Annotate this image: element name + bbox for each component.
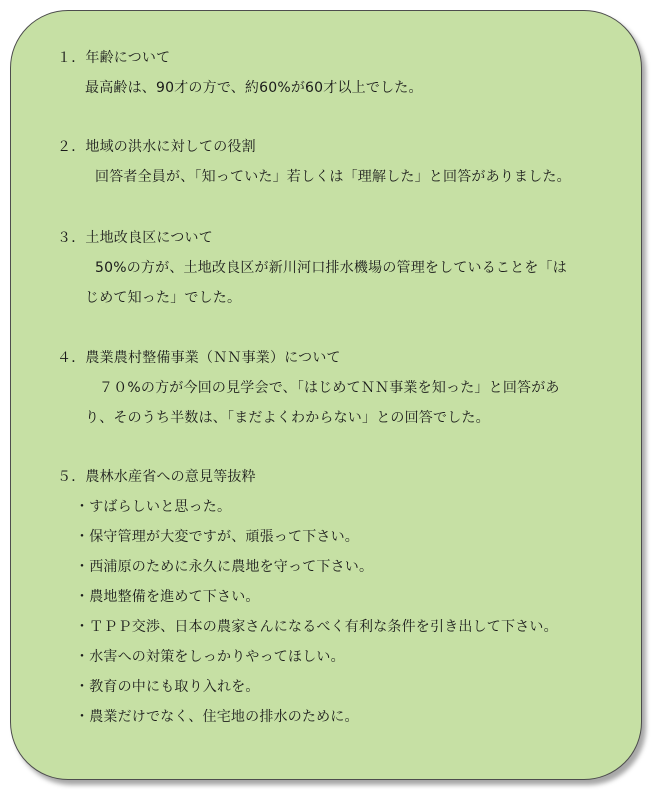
opinion-list-item: ・教育の中にも取り入れを。: [75, 679, 260, 695]
section-heading-flood-role: ２．地域の洪水に対しての役割: [57, 139, 256, 155]
opinion-list-item: ・水害への対策をしっかりやってほしい。: [75, 649, 345, 665]
survey-summary-card: [10, 10, 642, 780]
opinion-list-item: ・ＴＰＰ交渉、日本の農家さんになるべく有利な条件を引き出して下さい。: [75, 619, 558, 635]
opinion-list-item: ・保守管理が大変ですが、頑張って下さい。: [75, 529, 359, 545]
section-body-land-improvement-line2: じめて知った」でした。: [85, 290, 242, 306]
opinion-list-item: ・農地整備を進めて下さい。: [75, 589, 260, 605]
section-heading-opinions: ５．農林水産省への意見等抜粋: [57, 469, 256, 485]
section-heading-nn-project: ４．農業農村整備事業（ＮＮ事業）について: [57, 350, 341, 366]
opinion-list-item: ・西浦原のために永久に農地を守って下さい。: [75, 559, 374, 575]
section-body-land-improvement-line1: 50%の方が、土地改良区が新川河口排水機場の管理をしていることを「は: [95, 260, 567, 276]
section-heading-age: １．年齢について: [57, 50, 171, 66]
section-body-nn-project-line2: り、そのうち半数は、「まだよくわからない」との回答でした。: [85, 410, 490, 426]
opinion-list-item: ・農業だけでなく、住宅地の排水のために。: [75, 709, 359, 725]
opinion-list-item: ・すばらしいと思った。: [75, 499, 232, 515]
section-heading-land-improvement: ３．土地改良区について: [57, 230, 213, 246]
section-body-nn-project-line1: ７０%の方が今回の見学会で、「はじめてＮＮ事業を知った」と回答があ: [99, 380, 560, 396]
section-body-age: 最高齢は、90才の方で、約60%が60才以上でした。: [85, 80, 423, 96]
survey-summary-content: [11, 11, 641, 779]
section-body-flood-role: 回答者全員が、「知っていた」若しくは「理解した」と回答がありました。: [95, 169, 571, 185]
